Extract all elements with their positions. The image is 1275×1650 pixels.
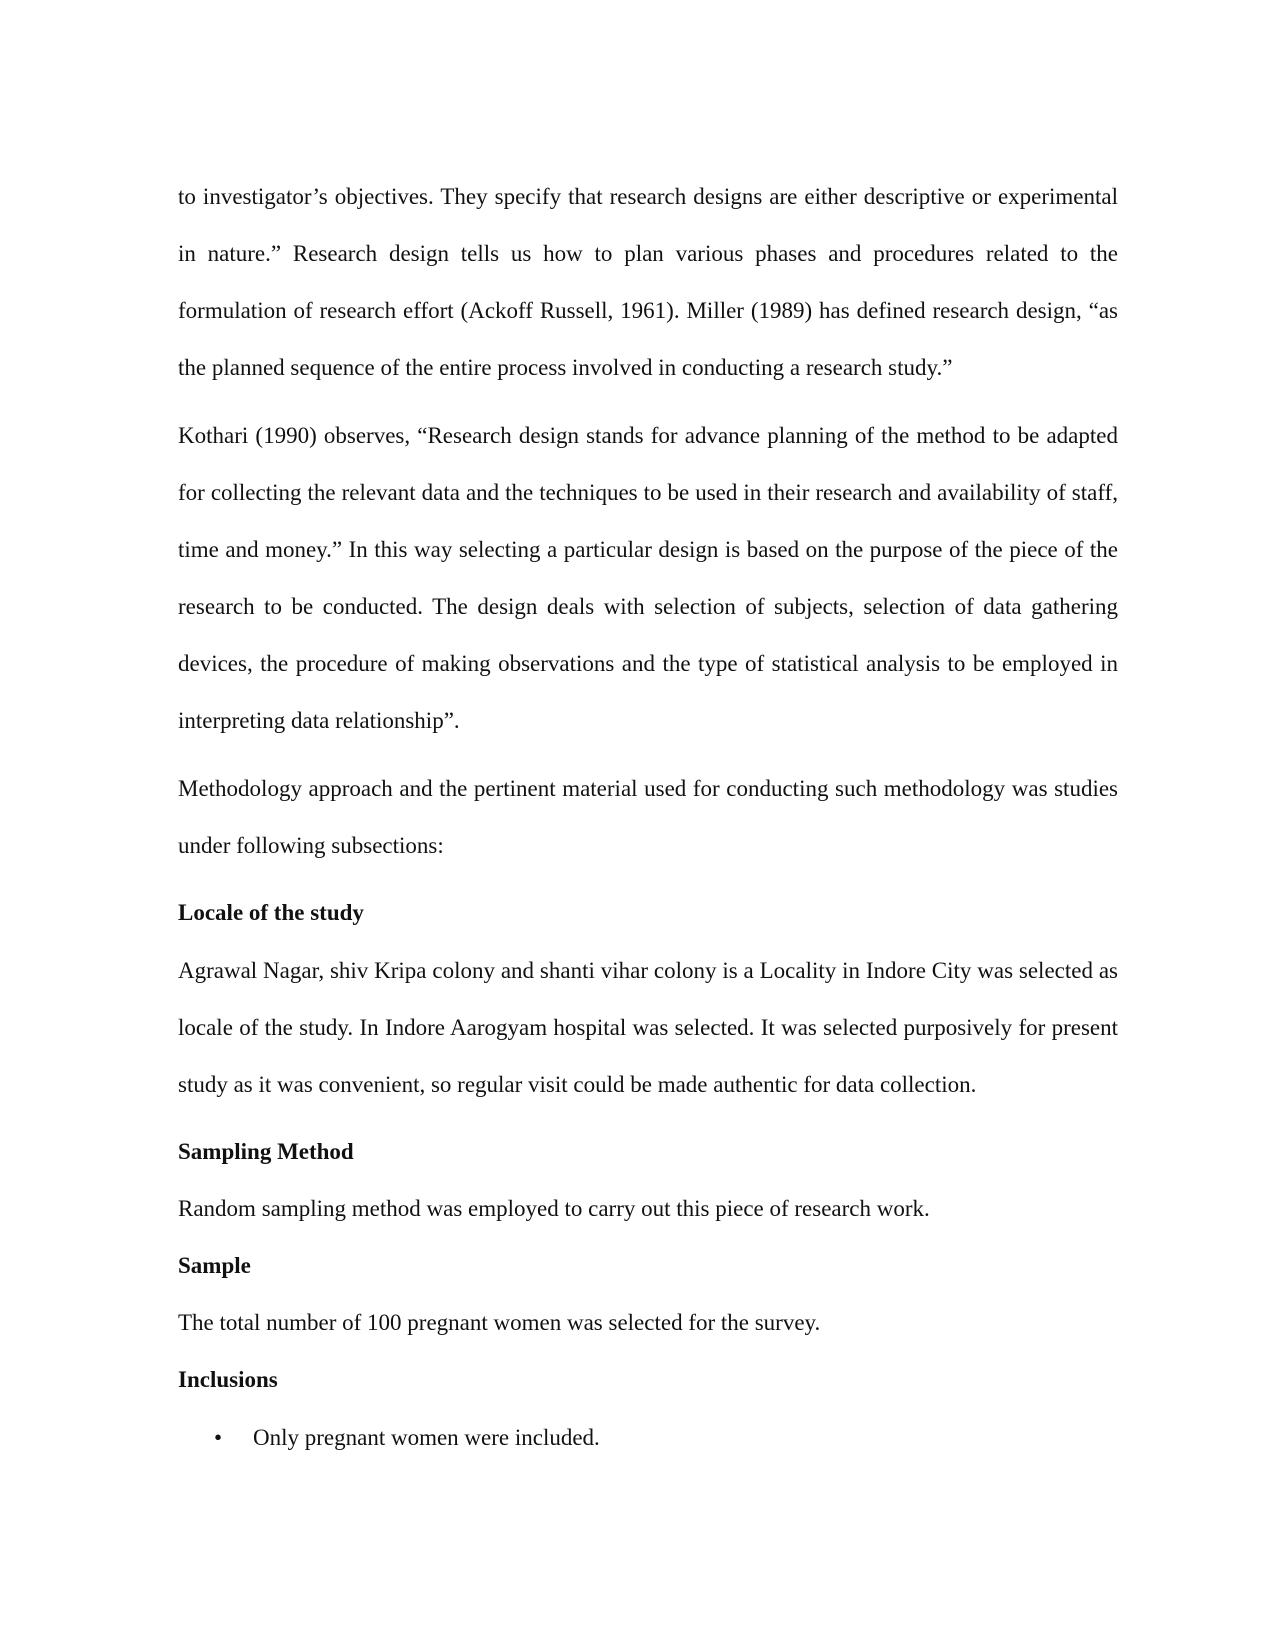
inclusions-list [178,1409,1118,1466]
list-item-text: Only pregnant women were included. [253,1425,600,1450]
paragraph-sampling-method: Random sampling method was employed to carry out this piece of research work. [178,1196,930,1221]
list-item [178,1409,1118,1466]
heading-sampling-method: Sampling Method [178,1139,354,1164]
bullet-icon: • [214,1425,223,1450]
heading-inclusions: Inclusions [178,1367,278,1392]
paragraph-research-design-definitions: to investigator’s objectives. They specify that research designs are either descriptive or experimental in nature.” Research design tells us how to plan various phases and procedures related to the formulation of research effort (Ackoff Russell, 1961). Miller (1989) has defined research design, “as the planned sequence of the entire process involved in conducting a research study.” [178,184,1118,380]
document-page [178,168,1118,1466]
paragraph-locale: Agrawal Nagar, shiv Kripa colony and shanti vihar colony is a Locality in Indore City was selected as locale of the study. In Indore Aarogyam hospital was selected. It was selected purposively for present study as it was convenient, so regular visit could be made authentic for data collection. [178,958,1118,1097]
heading-locale-of-study: Locale of the study [178,900,364,925]
paragraph-kothari-quote: Kothari (1990) observes, “Research design stands for advance planning of the method to be adapted for collecting the relevant data and the techniques to be used in their research and availability of staff, time and money.” In this way selecting a particular design is based on the purpose of the piece of the research to be conducted. The design deals with selection of subjects, selection of data gathering devices, the procedure of making observations and the type of statistical analysis to be employed in interpreting data relationship”. [178,423,1118,733]
heading-sample: Sample [178,1253,251,1278]
paragraph-methodology-approach: Methodology approach and the pertinent material used for conducting such methodology was studies under following subsections: [178,776,1118,858]
paragraph-sample: The total number of 100 pregnant women was selected for the survey. [178,1310,821,1335]
